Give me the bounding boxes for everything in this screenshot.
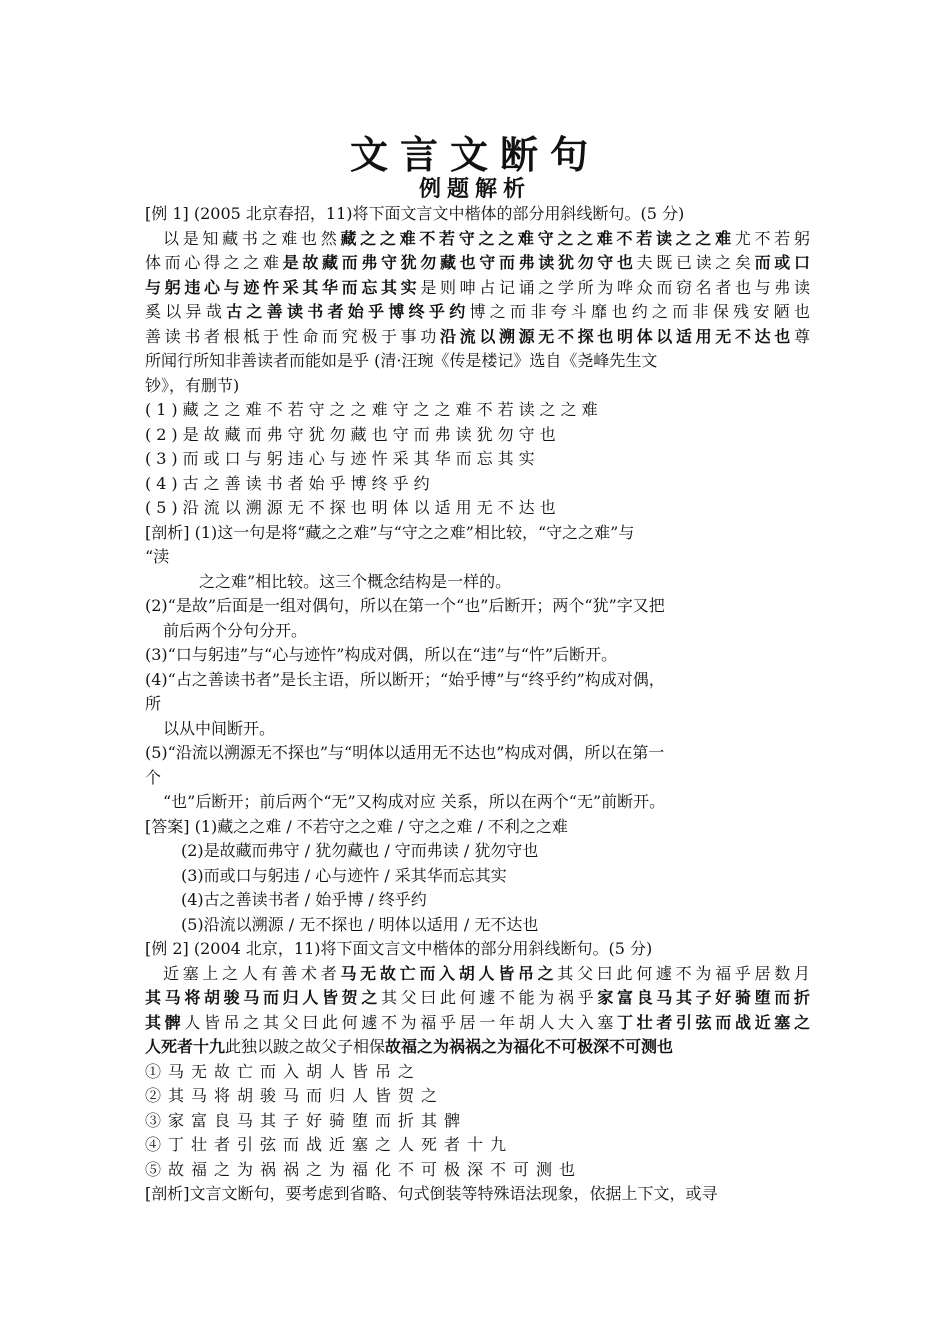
passage-line: 其马将胡骏马而归人皆贺之其父曰此何遽不能为祸乎家富良马其子好骑堕而折 xyxy=(145,988,810,1007)
answer-line: (5)沿流以溯源 / 无不探也 / 明体以适用 / 无不达也 xyxy=(181,914,539,934)
option-line: (4)古之善读书者始乎博终乎约 xyxy=(145,473,435,493)
analysis-line: (5)“沿流以溯源无不探也”与“明体以适用无不达也”构成对偶，所以在第一 xyxy=(145,743,665,762)
option-line: (2)是故藏而弗守犹勿藏也守而弗读犹勿守也 xyxy=(145,424,561,444)
passage-line: 体而心得之之难是故藏而弗守犹勿藏也守而弗读犹勿守也夫既已读之矣而或口 xyxy=(145,253,810,272)
document-body xyxy=(145,202,810,1207)
analysis-line: [剖析]文言文断句，要考虑到省略、句式倒装等特殊语法现象，依据上下文，或寻 xyxy=(145,1184,718,1203)
analysis-line: (3)“口与躬违”与“心与迹忤”构成对偶，所以在“违”与“忤”后断开。 xyxy=(145,645,618,664)
analysis-line: (2)“是故”后面是一组对偶句，所以在第一个“也”后断开；两个“犹”字又把 xyxy=(145,596,665,615)
option-line: ②其马将胡骏马而归人皆贺之 xyxy=(145,1086,445,1105)
example-2-header: [例 2] (2004 北京，11)将下面文言文中楷体的部分用斜线断句。(5 分) xyxy=(145,939,653,958)
analysis-line: (4)“占之善读书者”是长主语，所以断开；“始乎博”与“终乎约”构成对偶， xyxy=(145,669,665,689)
page-subtitle: 例题解析 xyxy=(418,176,531,202)
option-line: ③家富良马其子好骑堕而折其髀 xyxy=(145,1110,468,1130)
analysis-line: “也”后断开；前后两个“无”又构成对应 关系，所以在两个“无”前断开。 xyxy=(163,792,666,811)
analysis-line: “渎 xyxy=(145,547,170,566)
analysis-line: 个 xyxy=(145,767,162,787)
option-line: (3)而或口与躬违心与迹忤采其华而忘其实 xyxy=(145,449,540,468)
analysis-line: 之之难”相比较。这三个概念结构是一样的。 xyxy=(199,571,512,591)
passage-line: 与躬违心与迹忤采其华而忘其实是则呻占记诵之学所为哗众而窃名者也与弗读 xyxy=(145,277,810,297)
passage-line: 以是知藏书之难也然藏之之难不若守之之难守之之难不若读之之难尤不若躬 xyxy=(163,228,810,248)
passage-line: 其髀人皆吊之其父曰此何遽不为福乎居一年胡人大入塞丁壮者引弦而战近塞之 xyxy=(145,1012,810,1032)
answer-line: (4)古之善读书者 / 始乎博 / 终乎约 xyxy=(181,890,427,909)
analysis-line: 前后两个分句分开。 xyxy=(163,620,308,640)
passage-line: 钞》，有删节) xyxy=(145,375,240,395)
passage-line: 近塞上之人有善术者马无故亡而入胡人皆吊之其父曰此何遽不为福乎居数月 xyxy=(163,963,810,983)
passage-line: 人死者十九此独以跛之故父子相保故福之为祸祸之为福化不可极深不可测也 xyxy=(145,1037,674,1056)
analysis-line: [剖析] (1)这一句是将“藏之之难”与“守之之难”相比较，“守之之难”与 xyxy=(145,522,635,542)
option-line: ⑤故福之为祸祸之为福化不可极深不可测也 xyxy=(145,1159,583,1179)
passage-line: 善读书者根柢于性命而究极于事功沿流以溯源无不探也明体以适用无不达也尊 xyxy=(145,326,810,346)
example-1-header: [例 1] (2005 北京春招，11)将下面文言文中楷体的部分用斜线断句。(5 分) xyxy=(145,204,685,223)
option-line: (1)藏之之难不若守之之难守之之难不若读之之难 xyxy=(145,400,603,419)
option-line: ④丁壮者引弦而战近塞之人死者十九 xyxy=(145,1135,514,1154)
passage-line: 所闻行所知非善读者而能如是乎 (清·汪琬《传是楼记》选自《尧峰先生文 xyxy=(145,351,658,370)
analysis-line: 以从中间断开。 xyxy=(163,718,276,738)
passage-line: 奚以异哉古之善读书者始乎博终乎约博之而非夸斗靡也约之而非保残安陋也 xyxy=(145,302,810,321)
option-line: (5)沿流以溯源无不探也明体以适用无不达也 xyxy=(145,498,561,517)
answer-line: (2)是故藏而弗守 / 犹勿藏也 / 守而弗读 / 犹勿守也 xyxy=(181,841,539,860)
answer-line: (3)而或口与躬违 / 心与迹忤 / 采其华而忘其实 xyxy=(181,865,507,885)
page-title: 文言文断句 xyxy=(349,132,600,177)
option-line: ①马无故亡而入胡人皆吊之 xyxy=(145,1061,422,1081)
analysis-line: 所 xyxy=(145,694,162,713)
answer-line: [答案] (1)藏之之难 / 不若守之之难 / 守之之难 / 不利之之难 xyxy=(145,816,568,836)
